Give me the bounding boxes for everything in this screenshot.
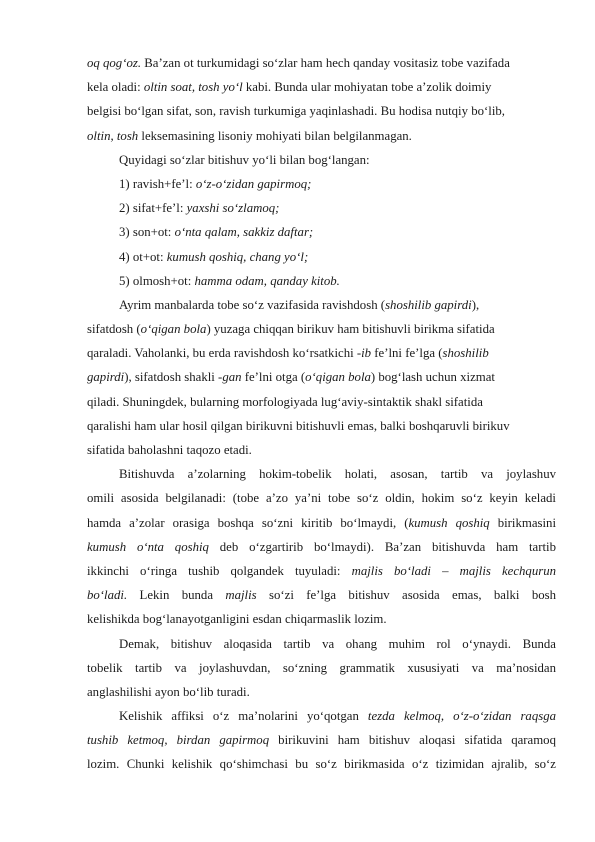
text-line [87, 124, 556, 148]
text-line [87, 148, 556, 172]
text-line [87, 656, 556, 680]
text-run: sifatida baholashni taqozo etadi. [87, 443, 252, 457]
text-line [87, 317, 556, 341]
italic-run: tezda kelmoq, o‘z-o‘zidan raqsga [367, 709, 556, 724]
text-run: leksemasining lisoniy mohiyati bilan belgilanmagan. [138, 128, 412, 143]
italic-run: o‘qigan bola [305, 370, 371, 385]
text-run: Lekin bunda [127, 588, 226, 603]
text-run: kabi. Bunda ular mohiyatan tobe a’zolik doimiy [242, 80, 492, 95]
text-line [87, 293, 556, 317]
text-line [87, 365, 556, 389]
text-run: tobelik tartib va joylashuvdan, so‘zning grammatik xususiyati va ma’nosidan [87, 660, 556, 675]
text-run: qiladi. Shuningdek, bularning morfologiyada lug‘aviy-sintaktik shakl sifatida [87, 394, 483, 409]
text-line [87, 752, 556, 776]
text-line [87, 728, 556, 752]
italic-run: o‘nta qalam, sakkiz daftar; [174, 225, 314, 240]
italic-run: ib [361, 346, 372, 361]
document-page [87, 51, 556, 777]
text-run: Ayrim manbalarda tobe so‘z vazifasida ravishdosh ( [119, 297, 386, 312]
text-run: sifatdosh ( [87, 322, 141, 337]
italic-run: o‘qigan bola [140, 322, 207, 337]
text-run: anglashilishi ayon bo‘lib turadi. [87, 684, 250, 699]
text-line [87, 414, 556, 438]
italic-run: kumush qoshiq [408, 515, 490, 530]
text-run: 5) olmosh+ot: [119, 273, 195, 288]
text-run: Demak, bitishuv aloqasida tartib va ohang muhim rol o‘ynaydi. Bunda [119, 636, 556, 651]
text-run: ), [471, 297, 480, 312]
text-line [87, 438, 556, 462]
text-run: hamda a’zolar orasiga boshqa so‘zni kiritib bo‘lmaydi, ( [87, 515, 409, 530]
text-run: lozim. Chunki kelishik qo‘shimchasi bu so‘z birikmasida o‘z tizimidan ajralib, so‘z [87, 757, 556, 772]
text-line [87, 607, 556, 631]
italic-run: oq qog‘oz. [87, 56, 142, 70]
text-run: qaralishi ham ular hosil qilgan birikuvni bitishuvli emas, balki boshqaruvli birikuv [87, 418, 510, 433]
text-run: ) yuzaga chiqqan birikuv ham bitishuvli birikma sifatida [206, 322, 495, 337]
italic-run: tushib ketmoq, birdan gapirmoq [87, 733, 270, 748]
text-run: 3) son+ot: [119, 225, 175, 240]
text-line [87, 632, 556, 656]
text-run: ikkinchi o‘ringa tushib qolgandek tuyuladi: [87, 563, 352, 578]
text-run: Quyidagi so‘zlar bitishuv yo‘li bilan bog‘langan: [119, 152, 370, 167]
italic-run: gan [222, 370, 242, 385]
italic-run: kumush o‘nta qoshiq [87, 539, 209, 554]
italic-run: bo‘ladi. [87, 588, 128, 603]
text-run: 4) ot+ot: [119, 249, 167, 264]
text-run: kelishikda bog‘lanayotganligini esdan chiqarmaslik lozim. [87, 612, 387, 627]
italic-run: shoshilib gapirdi [385, 297, 472, 312]
text-line [87, 535, 556, 559]
list-item [87, 172, 556, 196]
text-run: birikmasini [489, 515, 556, 530]
text-line [87, 51, 556, 75]
text-run: birikuvini ham bitishuv aloqasi sifatida qaramoq [269, 733, 556, 748]
italic-run: o‘z-o‘zidan gapirmoq; [195, 176, 312, 191]
italic-run: majlis [225, 588, 257, 603]
text-line [87, 390, 556, 414]
text-run: 1) ravish+fe’l: [119, 176, 196, 191]
text-line [87, 559, 556, 583]
text-run: Bitishuvda a’zolarning hokim-tobelik holati, asosan, tartib va joylashuv [119, 467, 556, 482]
list-item [87, 269, 556, 293]
italic-run: shoshilib [442, 346, 489, 361]
italic-run: kumush qoshiq, chang yo‘l; [166, 249, 309, 264]
text-run: belgisi bo‘lgan sifat, son, ravish turkumiga yaqinlashadi. Bu hodisa nutqiy bo‘lib, [87, 104, 505, 119]
text-run: 2) sifat+fe’l: [119, 201, 187, 216]
text-run: qaraladi. Vaholanki, bu erda ravishdosh ko‘rsatkichi - [87, 346, 362, 361]
text-line [87, 341, 556, 365]
list-item [87, 196, 556, 220]
text-run: fe’lni otga ( [241, 370, 306, 385]
text-run: Kelishik affiksi o‘z ma’nolarini yo‘qotgan [119, 709, 368, 724]
text-run: ), sifatdosh shakli - [124, 370, 223, 385]
italic-run: hamma odam, qanday kitob. [194, 273, 340, 288]
text-run: deb o‘zgartirib bo‘lmaydi). Ba’zan bitishuvda ham tartib [208, 539, 556, 554]
text-run: ) bog‘lash uchun xizmat [370, 370, 495, 385]
text-line [87, 680, 556, 704]
list-item [87, 245, 556, 269]
italic-run: oltin, tosh [87, 128, 139, 143]
italic-run: majlis bo‘ladi – majlis kechqurun [351, 563, 556, 578]
italic-run: gapirdi [87, 370, 125, 385]
text-line [87, 511, 556, 535]
text-line [87, 462, 556, 486]
text-line [87, 704, 556, 728]
text-run: so‘zi fe’lga bitishuv asosida emas, balki bosh [256, 588, 556, 603]
text-run: omili asosida belgilanadi: (tobe a’zo ya’ni tobe so‘z oldin, hokim so‘z keyin keladi [87, 491, 556, 506]
text-run: kela oladi: [87, 80, 144, 95]
text-run: Ba’zan ot turkumidagi so‘zlar ham hech qanday vositasiz tobe vazifada [141, 56, 510, 70]
text-line [87, 486, 556, 510]
text-line [87, 99, 556, 123]
italic-run: yaxshi so‘zlamoq; [186, 201, 280, 216]
text-line [87, 75, 556, 99]
list-item [87, 220, 556, 244]
text-line [87, 583, 556, 607]
italic-run: oltin soat, tosh yo‘l [143, 80, 243, 95]
text-run: fe’lni fe’lga ( [371, 346, 443, 361]
